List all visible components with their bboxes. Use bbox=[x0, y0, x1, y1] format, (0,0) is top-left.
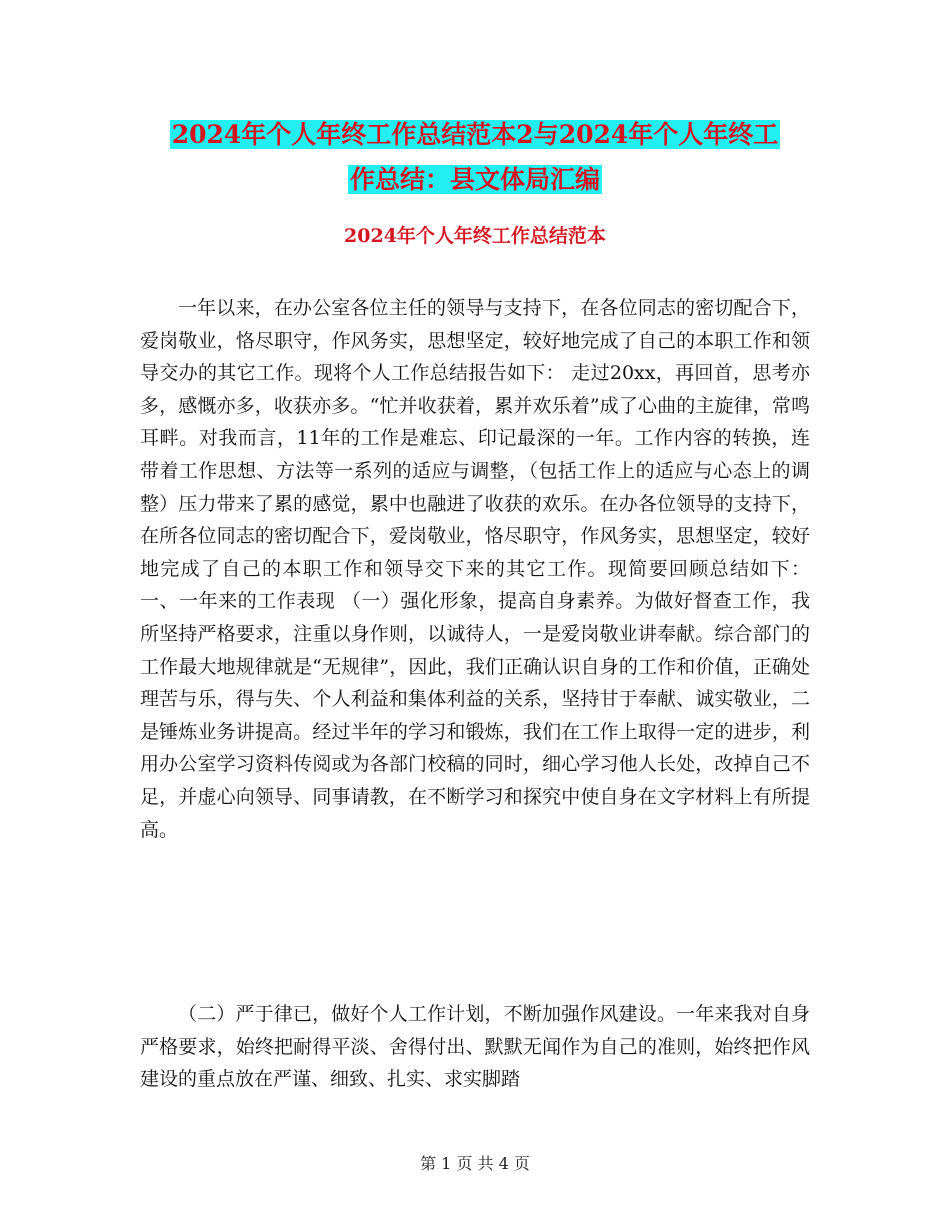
body-paragraph-1: 一年以来，在办公室各位主任的领导与支持下，在各位同志的密切配合下，爱岗敬业，恪尽职守，作风务实，思想坚定，较好地完成了自己的本职工作和领导交办的其它工作。现将个人工作总结报告如下： 走过20xx，再回首，思考亦多，感慨亦多，收获亦多。“忙并收获着，累并欢乐着”成了心曲的主旋律，常鸣耳畔。对我而言，11年的工作是难忘、印记最深的一年。工作内容的转换，连带着工作思想、方法等一系列的适应与调整，（包括工作上的适应与心态上的调整）压力带来了累的感觉，累中也融进了收获的欢乐。在办各位领导的支持下，在所各位同志的密切配合下，爱岗敬业，恪尽职守，作风务实，思想坚定，较好地完成了自己的本职工作和领导交下来的其它工作。现简要回顾总结如下： 一、一年来的工作表现 （一）强化形象，提高自身素养。为做好督查工作，我所坚持严格要求，注重以身作则，以诚待人，一是爱岗敬业讲奉献。综合部门的工作最大地规律就是“无规律”，因此，我们正确认识自身的工作和价值，正确处理苦与乐，得与失、个人利益和集体利益的关系，坚持甘于奉献、诚实敬业，二是锤炼业务讲提高。经过半年的学习和锻炼，我们在工作上取得一定的进步，利用办公室学习资料传阅或为各部门校稿的同时，细心学习他人长处，改掉自己不足，并虚心向领导、同事请教，在不断学习和探究中使自身在文字材料上有所提高。 bbox=[140, 297, 810, 841]
document-title bbox=[100, 112, 850, 202]
section-title: 2024年个人年终工作总结范本 bbox=[344, 225, 606, 247]
body-paragraph-2: （二）严于律已，做好个人工作计划，不断加强作风建设。一年来我对自身严格要求，始终把耐得平淡、舍得付出、默默无闻作为自己的准则，始终把作风建设的重点放在严谨、细致、扎实、求实脚踏 bbox=[140, 1003, 810, 1091]
document-title-line-2: 作总结：县文体局汇编 bbox=[349, 165, 600, 194]
page-number-footer: 第 1 页 共 4 页 bbox=[420, 1154, 530, 1173]
document-title-line-1: 2024年个人年终工作总结范本2与2024年个人年终工 bbox=[171, 120, 779, 149]
